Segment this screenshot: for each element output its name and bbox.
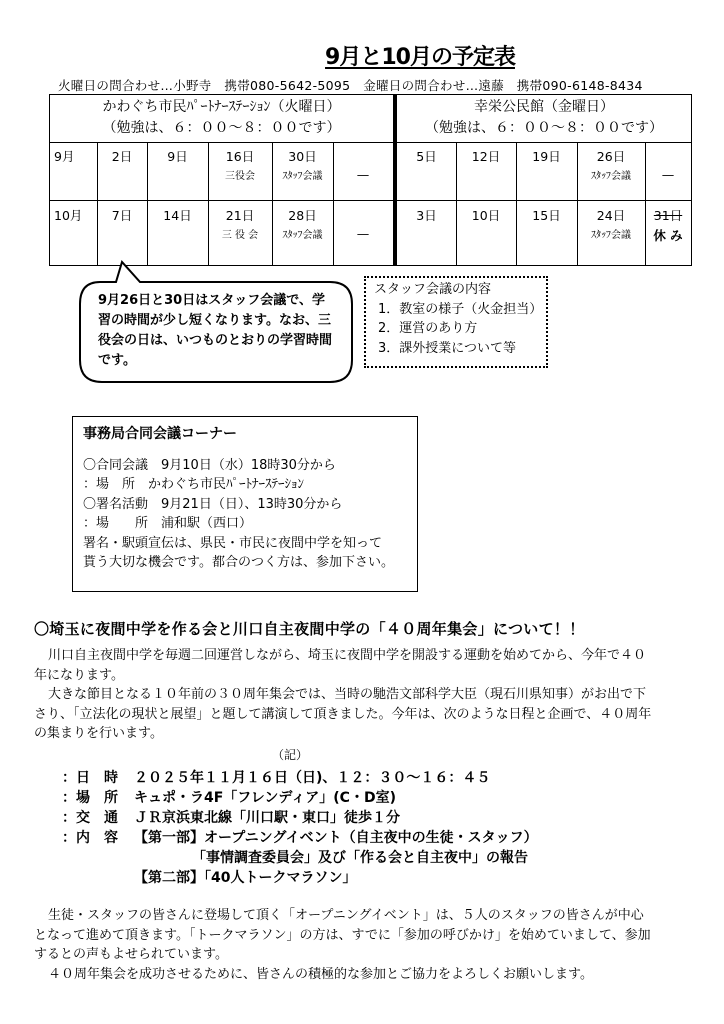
cancelled-day: 31日 (653, 208, 683, 223)
day-cell: 16日 (225, 149, 255, 164)
day-cell: 14日 (163, 208, 192, 223)
day-note: ｽﾀｯﾌ会議 (591, 171, 631, 182)
day-cell: 12日 (471, 149, 501, 164)
detail-row: 【第二部】「40人トークマラソン」 (134, 870, 357, 886)
detail-row: ：場 所 キュポ・ラ4F「フレンディア」(C・D室) (62, 790, 396, 806)
day-note: 三 役 会 (221, 230, 259, 241)
day-note: ｽﾀｯﾌ会議 (282, 171, 323, 182)
paragraph-2: 生徒・スタッフの皆さんに登場して頂く「オープニングイベント」は、５人のスタッフの皆さんが中心 となって進めて頂きます。「トークマラソン」の方は、すでに「参加の呼びかけ」を始めていまして、参加 するとの声もよせられています。 ４０周年集会を成功させるために、皆さんの積極的な参加とご協力をよろしくお願いします。 (34, 908, 651, 982)
month-label: 10月 (54, 208, 83, 223)
day-cell: 9日 (167, 149, 188, 164)
office-line: 貰う大切な機会です。都合のつく方は、参加下さい。 (83, 555, 394, 570)
day-cell: 3日 (416, 208, 437, 223)
paragraph-1: 川口自主夜間中学を毎週二回運営しながら、埼玉に夜間中学を開設する運動を始めてから、今年で４０ 年になります。 大きな節目となる１０年前の３０周年集会では、当時の馳浩文部科学大臣（現石川県知事）がお出で下 さり、「立法化の現状と展望」と題して講演して頂きました。今年は、次のような日程と企画で、４０周年 の集まりを行います。 (34, 648, 652, 741)
friday-header (397, 97, 691, 139)
list-item: 2．運営のあり方 (378, 321, 478, 336)
day-cell: 5日 (416, 149, 437, 164)
day-cell: 2日 (111, 149, 133, 164)
day-cell: — (356, 226, 370, 241)
contact-line: 火曜日の問合わせ…小野寺 携帯080-5642-5095 金曜日の問合わせ…遠藤 携帯090-6148-8434 (58, 78, 643, 93)
day-cell: 7日 (111, 208, 133, 223)
schedule-table (49, 94, 692, 266)
day-cell: 10日 (471, 208, 501, 223)
bubble-text: 9月26日と30日はスタッフ会議で、学 習の時間が少し短くなります。なお、三 役会の日は、いつものとおりの学習時間 です。 (98, 293, 333, 368)
office-line: 〇署名活動 9月21日（日）、13時30分から (83, 496, 343, 512)
office-corner-title: 事務局合同会議コーナー (83, 426, 237, 442)
office-corner-box (72, 416, 418, 592)
detail-row: ：交 通 ＪＲ京浜東北線「川口駅・東口」徒歩１分 (62, 810, 400, 826)
day-note: ｽﾀｯﾌ会議 (282, 230, 323, 241)
day-cell: 19日 (532, 149, 561, 164)
staff-meeting-title: スタッフ会議の内容 (374, 282, 492, 297)
staff-meeting-box (364, 276, 548, 368)
office-line: ：場 所 かわぐち市民ﾊﾟｰﾄﾅｰｽﾃｰｼｮﾝ (83, 477, 305, 492)
list-item: 3．課外授業について等 (378, 340, 517, 356)
tuesday-hours: （勉強は、６：００～８：００です） (102, 120, 341, 136)
day-cell: — (356, 167, 370, 182)
tuesday-place: かわぐち市民ﾊﾟｰﾄﾅｰｽﾃｰｼｮﾝ（火曜日） (102, 99, 341, 115)
office-line: ：場 所 浦和駅（西口） (83, 516, 253, 531)
friday-place: 幸栄公民館（金曜日） (474, 99, 614, 115)
office-line: 署名・駅頭宣伝は、県民・市民に夜間中学を知って (83, 535, 383, 551)
notice-bubble (78, 282, 353, 382)
ki-label: （記） (271, 748, 308, 762)
day-cell: 28日 (288, 208, 317, 223)
day-cell: 24日 (596, 208, 626, 223)
day-note: ｽﾀｯﾌ会議 (591, 230, 631, 241)
friday-hours: （勉強は、６：００～８：００です） (425, 120, 663, 136)
staff-meeting-list (374, 300, 543, 359)
list-item: 1．教室の様子（火金担当） (378, 301, 543, 317)
event-details (62, 768, 538, 888)
holiday-note: 休 み (653, 228, 683, 243)
detail-row: ：内 容 【第一部】オープニングイベント（自主夜中の生徒・スタッフ） (62, 830, 538, 846)
day-cell: — (661, 167, 675, 182)
detail-row: ：日 時 ２０２５年１１月１６日（日)、１２：３０～１６：４５ (62, 770, 491, 786)
tuesday-header (50, 97, 393, 139)
month-label: 9月 (54, 149, 75, 164)
detail-row: 「事情調査委員会」及び「作る会と自主夜中」の報告 (192, 850, 528, 866)
day-cell: 15日 (532, 208, 561, 223)
day-note: 三役会 (225, 171, 255, 182)
page-title: 9月と10月の予定表 (325, 45, 515, 70)
day-cell: 26日 (596, 149, 626, 164)
section-heading: 〇埼玉に夜間中学を作る会と川口自主夜間中学の「４０周年集会」について！！ (34, 620, 585, 638)
day-cell: 21日 (225, 208, 255, 223)
day-cell: 30日 (288, 149, 317, 164)
office-line: 〇合同会議 9月10日（水）18時30分から (83, 457, 336, 473)
